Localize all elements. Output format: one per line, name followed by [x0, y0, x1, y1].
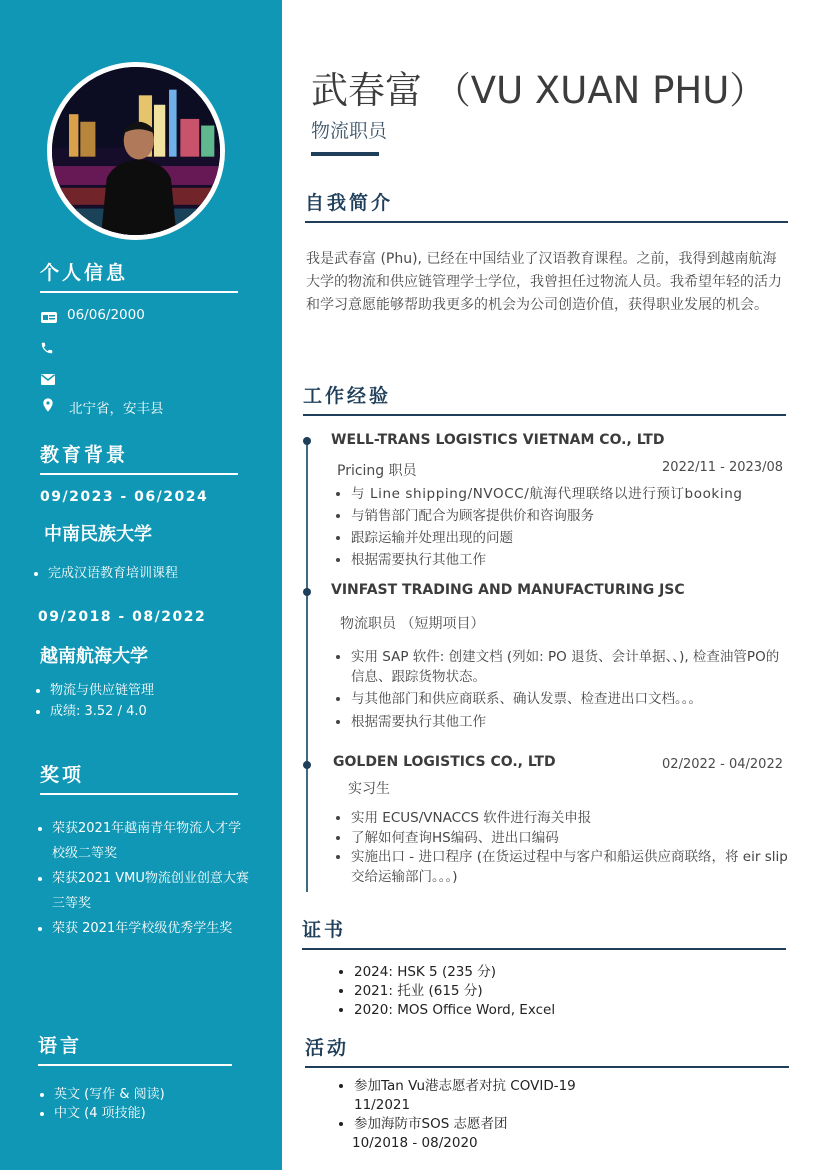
- email-icon: [40, 371, 58, 387]
- job-company-2: VINFAST TRADING AND MANUFACTURING JSC: [331, 582, 685, 598]
- sidebar: [0, 0, 282, 1170]
- list-item: • 与其他部门和供应商联系、确认发票、检查进出口文档。。。: [351, 690, 791, 710]
- list-item: • 英文 (写作 & 阅读): [54, 1085, 165, 1104]
- job-company-3: GOLDEN LOGISTICS CO., LTD: [333, 754, 556, 770]
- list-item: • 物流与供应链管理: [50, 680, 154, 701]
- activities-heading: 活动: [305, 1033, 789, 1068]
- location-icon: [40, 396, 58, 412]
- job-company-1: WELL-TRANS LOGISTICS VIETNAM CO., LTD: [331, 432, 665, 448]
- education-details-2: [34, 680, 154, 722]
- certificates-list: [336, 963, 555, 1020]
- personal-info-heading: 个人信息: [40, 258, 238, 293]
- address: 北宁省，安丰县: [69, 401, 164, 417]
- timeline-line: [306, 437, 308, 892]
- title-accent-bar: [311, 152, 379, 156]
- job-title: 物流职员: [311, 120, 388, 142]
- education-school-2: 越南航海大学: [40, 646, 148, 667]
- list-item: [354, 1115, 576, 1153]
- certificates-heading: 证书: [302, 915, 786, 950]
- summary-text: 我是武春富 (Phu), 已经在中国结业了汉语教育课程。之前，我得到越南航海大学的物流和供应链管理学士学位，我曾担任过物流人员。我希望年轻的活力和学习意愿能够帮助我更多的机会为公司创造价值，获得职业发展的机会。: [306, 251, 782, 313]
- list-item: • 荣获 2021年学校级优秀学生奖: [52, 916, 252, 941]
- list-item: • 根据需要执行其他工作: [351, 713, 791, 733]
- languages-heading: 语言: [38, 1031, 232, 1066]
- job-dates-3: 02/2022 - 04/2022: [662, 757, 783, 772]
- list-item: • 荣获2021年越南青年物流人才学校级二等奖: [52, 816, 252, 866]
- languages-list: [38, 1085, 165, 1123]
- list-item: • 中文 (4 项技能): [54, 1104, 165, 1123]
- id-card-icon: [40, 309, 58, 325]
- profile-photo-image: [52, 67, 220, 235]
- job-tasks-1: [334, 483, 791, 571]
- awards-heading: 奖项: [40, 760, 238, 795]
- awards-list: [36, 816, 252, 941]
- list-item: • 实用 ECUS/VNACCS 软件进行海关申报: [351, 809, 791, 829]
- list-item: • 跟踪运输并处理出现的问题: [351, 527, 791, 549]
- job-tasks-3: [334, 809, 791, 887]
- list-item: [354, 1077, 576, 1115]
- activity-date: 10/2018 - 08/2020: [352, 1135, 478, 1151]
- summary-heading: 自我简介: [305, 188, 788, 223]
- job-role-2: 物流职员 （短期项目）: [340, 616, 485, 632]
- timeline-dot: [303, 437, 311, 445]
- list-item: • 完成汉语教育培训课程: [48, 563, 178, 584]
- education-heading: 教育背景: [40, 440, 238, 475]
- timeline-dot: [303, 588, 311, 596]
- activity-title: 参加海防市SOS 志愿者团: [354, 1116, 508, 1132]
- list-item: • 2020: MOS Office Word, Excel: [354, 1001, 555, 1020]
- list-item: • 与 Line shipping/NVOCC/航海代理联络以进行预订booking: [351, 483, 791, 505]
- activities-list: [336, 1077, 576, 1153]
- education-period-2: 09/2018 - 08/2022: [38, 609, 207, 625]
- list-item: • 实用 SAP 软件: 创建文档 (列如: PO 退货、会计单据、、), 检查油管PO的信息、跟踪货物状态。: [351, 648, 791, 687]
- list-item: • 实施出口 - 进口程序 (在货运过程中与客户和船运供应商联络，将 eir slip交给运输部门。。。): [351, 848, 791, 887]
- list-item: • 根据需要执行其他工作: [351, 549, 791, 571]
- timeline-dot: [303, 761, 311, 769]
- list-item: • 与销售部门配合为顾客提供价和咨询服务: [351, 505, 791, 527]
- page-title: 武春富 （VU XUAN PHU）: [311, 69, 767, 112]
- job-tasks-2: [334, 648, 791, 732]
- list-item: • 荣获2021 VMU物流创业创意大赛三等奖: [52, 866, 252, 916]
- activity-title: 参加Tan Vu港志愿者对抗 COVID-19: [354, 1078, 576, 1094]
- list-item: • 2024: HSK 5 (235 分): [354, 963, 555, 982]
- job-dates-1: 2022/11 - 2023/08: [662, 460, 783, 475]
- job-role-3: 实习生: [348, 781, 390, 797]
- education-period-1: 09/2023 - 06/2024: [40, 489, 209, 505]
- list-item: • 了解如何查询HS编码、进出口编码: [351, 829, 791, 849]
- education-details-1: [32, 563, 178, 584]
- birthdate: 06/06/2000: [67, 307, 145, 323]
- activity-date: 11/2021: [354, 1097, 411, 1113]
- profile-photo: [47, 62, 225, 240]
- experience-heading: 工作经验: [303, 381, 786, 416]
- list-item: • 成绩: 3.52 / 4.0: [50, 701, 154, 722]
- education-school-1: 中南民族大学: [44, 524, 152, 545]
- list-item: • 2021: 托业 (615 分): [354, 982, 555, 1001]
- job-role-1: Pricing 职员: [337, 463, 417, 479]
- phone-icon: [40, 340, 58, 356]
